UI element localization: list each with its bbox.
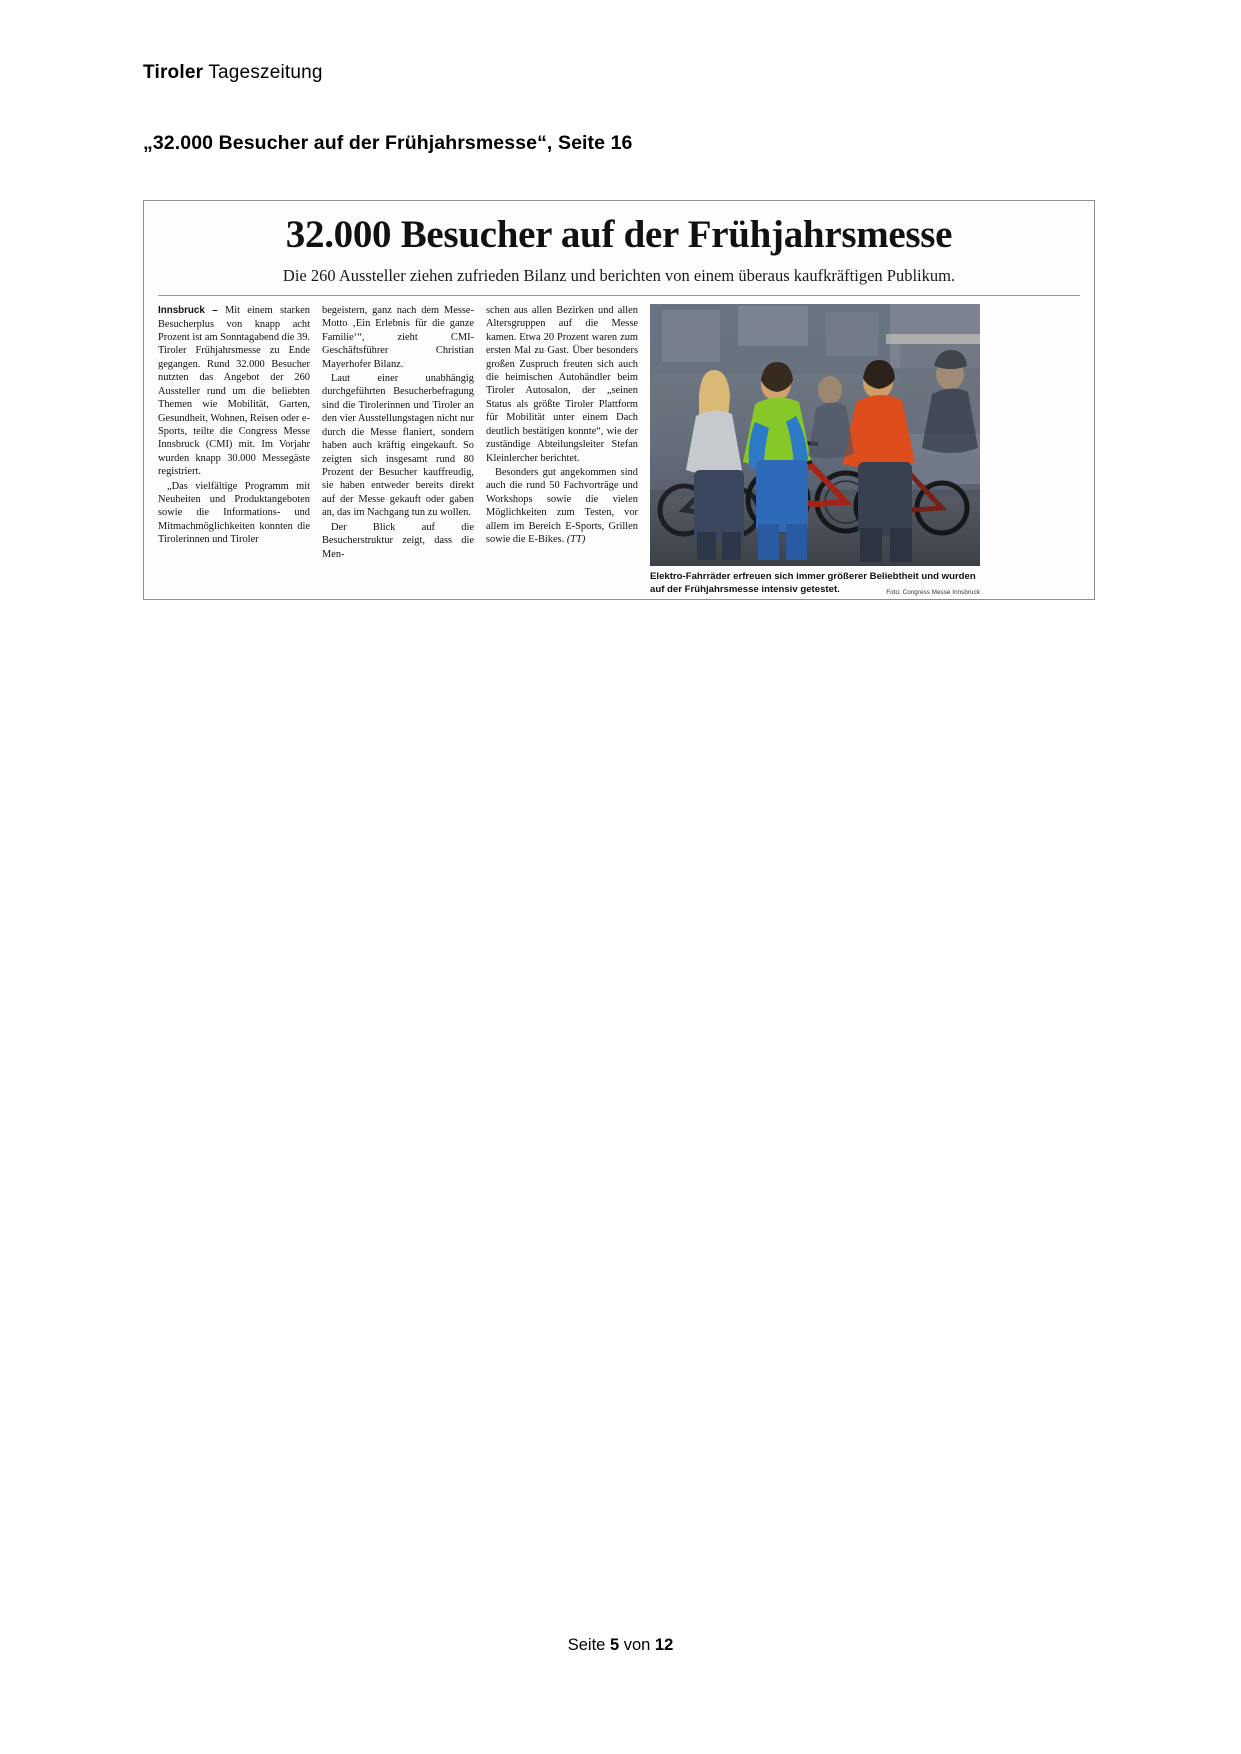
article-paragraph: schen aus allen Bezirken und allen Altersgruppen auf die Messe kamen. Etwa 20 Prozent waren zum ersten Mal zu Gast. Über besonders großen Zuspruch freuten sich auch die heimischen Autohändler beim Tiroler Autosalon, der „seinen Status als größte Tiroler Plattform für Mobilität unter einem Dach deutlich bestätigen konnte“, wie der zuständige Abteilungsleiter Stefan Kleinlercher berichtet.: [486, 304, 638, 464]
footer-middle: von: [619, 1636, 655, 1654]
clipping-headline: 32.000 Besucher auf der Frühjahrsmesse: [285, 213, 953, 256]
article-paragraph: [486, 466, 638, 547]
article-paragraph: Mit einem starken Besucherplus von knapp acht Prozent ist am Sonntagabend die 39. Tiroler Frühjahrsmesse zu Ende gegangen. Rund 32.000 Besucher nutzten das Angebot der 260 Aussteller rund um die beliebten Themen wie Mobilität, Garten, Gesundheit, Wohnen, Reisen oder e-Sports, teilte die Congress Messe Innsbruck (CMI) mit. Im Vorjahr wurden knapp 30.000 Messegäste registriert.: [158, 304, 310, 478]
article-paragraph: Der Blick auf die Besucherstruktur zeigt, dass die Men-: [322, 521, 474, 560]
photo-caption-text: Elektro-Fahrräder erfreuen sich immer größerer Beliebtheit und wurden auf der Frühjahrsmesse intensiv getestet.: [650, 570, 976, 595]
masthead-brand-rest: Tageszeitung: [203, 62, 323, 83]
clipping-body: [158, 304, 1080, 596]
article-byline-abbrev: (TT): [566, 534, 586, 546]
article-column-2: [322, 304, 474, 561]
footer-page-number: 5: [609, 1636, 620, 1654]
article-paragraph: begeistern, ganz nach dem Messe-Motto ‚Ein Erlebnis für die ganze Familie‘“, zieht CMI-Geschäftsführer Christian Mayerhofer Bilanz.: [322, 304, 474, 370]
clipping-divider: [158, 295, 1080, 296]
clipping-subheadline: Die 260 Aussteller ziehen zufrieden Bilanz und berichten von einem überaus kaufkräftigen Publikum.: [282, 265, 956, 285]
article-column-3: [486, 304, 638, 547]
article-paragraph: „Das vielfältige Programm mit Neuheiten und Produktangeboten sowie die Informations- und Mitmachmöglichkeiten konnten die Tirolerinnen und Tiroler: [158, 480, 310, 546]
newspaper-clipping: [143, 200, 1095, 600]
article-dateline: Innsbruck –: [158, 304, 218, 316]
page-footer: [0, 1636, 1241, 1655]
article-column-1: [158, 304, 310, 547]
messe-besucher-e-bikes-photo: [650, 304, 980, 566]
footer-total-pages: 12: [654, 1636, 674, 1654]
newspaper-masthead: [143, 62, 323, 84]
footer-prefix: Seite: [567, 1636, 610, 1654]
photo-caption: [650, 571, 980, 596]
article-paragraph: Laut einer unabhängig durchgeführten Besucherbefragung sind die Tirolerinnen und Tiroler an den vier Ausstellungstagen nicht nur durch die Messe flaniert, sondern haben auch kräftig eingekauft. So zeigten sich insgesamt rund 80 Prozent der Besucher kauffreudig, sie haben entweder bereits direkt auf der Messe gekauft oder gaben an, das im Nachgang tun zu wollen.: [322, 373, 474, 519]
photo-block: [650, 304, 980, 596]
article-paragraph-text: Besonders gut angekommen sind auch die rund 50 Fachvorträge und Workshops sowie die vielen Möglichkeiten zum Testen, vor allem im Bereich E-Sports, Grillen sowie die E-Bikes.: [486, 467, 638, 546]
photo-credit: Foto: Congress Messe Innsbruck: [886, 589, 980, 597]
masthead-brand: Tiroler: [143, 62, 204, 83]
page-title: „32.000 Besucher auf der Frühjahrsmesse“, Seite 16: [143, 132, 633, 154]
